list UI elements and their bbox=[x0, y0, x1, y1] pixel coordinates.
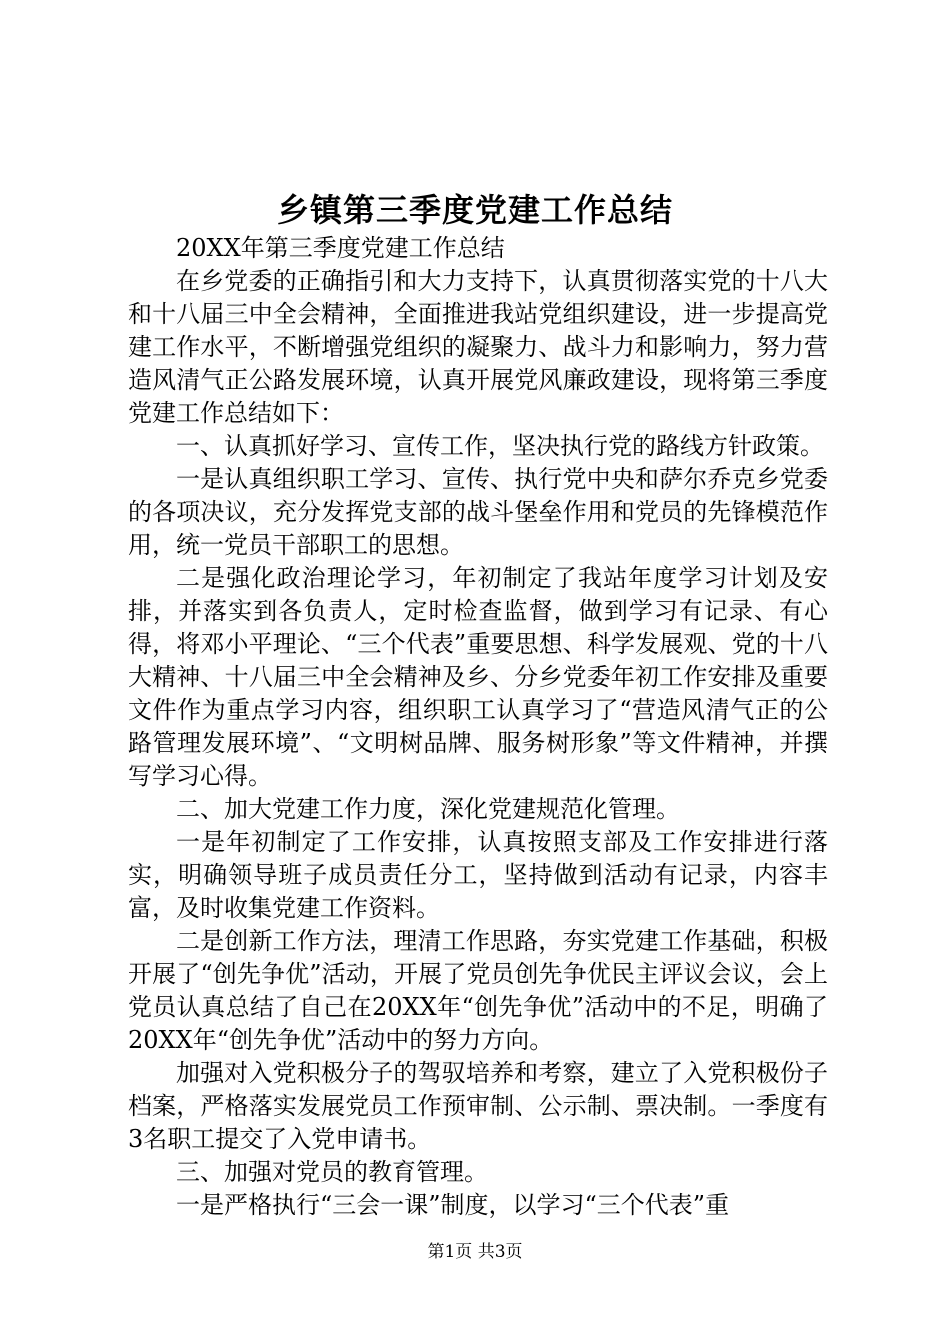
paragraph-2-2: 二是创新工作方法，理清工作思路，夯实党建工作基础，积极开展了“创先争优”活动，开展了党员创先争优民主评议会议，会上党员认真总结了自己在20XX年“创先争优”活动中的不足，明确了20XX年“创先争优”活动中的努力方向。 bbox=[128, 927, 828, 1054]
document-title: 乡镇第三季度党建工作总结 bbox=[276, 191, 673, 229]
paragraph-2-3: 加强对入党积极分子的驾驭培养和考察，建立了入党积极份子档案，严格落实发展党员工作预审制、公示制、票决制。一季度有3名职工提交了入党申请书。 bbox=[128, 1059, 828, 1153]
document-body bbox=[128, 232, 828, 1222]
page-footer: 第1页 共3页 bbox=[427, 1242, 523, 1262]
paragraph-subtitle: 20XX年第三季度党建工作总结 bbox=[176, 234, 505, 262]
section-heading-3: 三、加强对党员的教育管理。 bbox=[176, 1158, 488, 1186]
paragraph-intro: 在乡党委的正确指引和大力支持下，认真贯彻落实党的十八大和十八届三中全会精神，全面推进我站党组织建设，进一步提高党建工作水平，不断增强党组织的凝聚力、战斗力和影响力，努力营造风清气正公路发展环境，认真开展党风廉政建设，现将第三季度党建工作总结如下： bbox=[128, 267, 828, 427]
paragraph-1-2: 二是强化政治理论学习，年初制定了我站年度学习计划及安排，并落实到各负责人，定时检查监督，做到学习有记录、有心得，将邓小平理论、“三个代表”重要思想、科学发展观、党的十八大精神、十八届三中全会精神及乡、分乡党委年初工作安排及重要文件作为重点学习内容，组织职工认真学习了“营造风清气正的公路管理发展环境”、“文明树品牌、服务树形象”等文件精神，并撰写学习心得。 bbox=[128, 564, 828, 790]
paragraph-3-1: 一是严格执行“三会一课”制度，以学习“三个代表”重 bbox=[176, 1191, 730, 1219]
section-heading-1: 一、认真抓好学习、宣传工作，坚决执行党的路线方针政策。 bbox=[176, 432, 824, 460]
section-heading-2: 二、加大党建工作力度，深化党建规范化管理。 bbox=[176, 795, 680, 823]
paragraph-2-1: 一是年初制定了工作安排，认真按照支部及工作安排进行落实，明确领导班子成员责任分工，坚持做到活动有记录，内容丰富，及时收集党建工作资料。 bbox=[128, 828, 828, 922]
paragraph-1-1: 一是认真组织职工学习、宣传、执行党中央和萨尔乔克乡党委的各项决议，充分发挥党支部的战斗堡垒作用和党员的先锋模范作用，统一党员干部职工的思想。 bbox=[128, 465, 828, 559]
